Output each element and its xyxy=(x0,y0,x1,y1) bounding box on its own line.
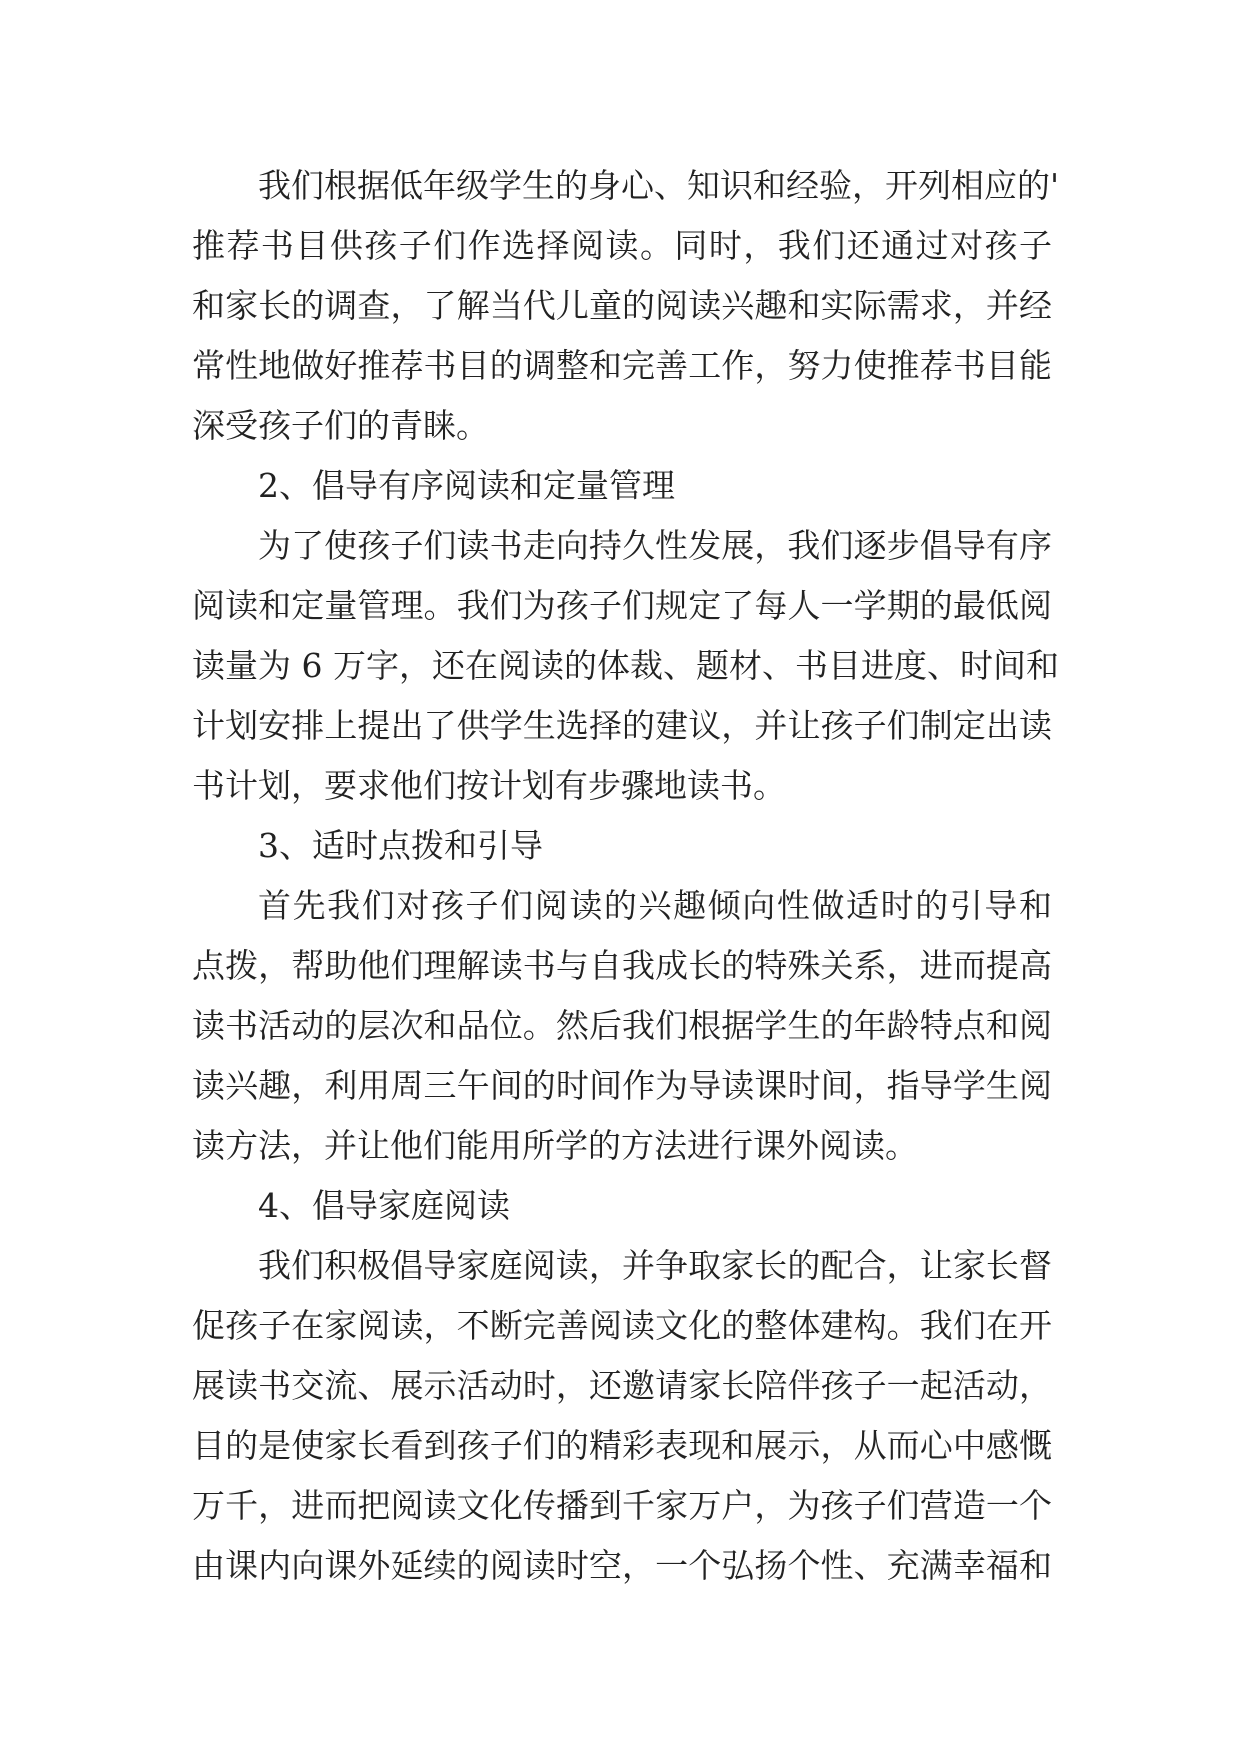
paragraph-4-line-4: 目的是使家长看到孩子们的精彩表现和展示，从而心中感慨 xyxy=(192,1426,1052,1465)
paragraph-1-line-4: 常性地做好推荐书目的调整和完善工作，努力使推荐书目能 xyxy=(192,346,1052,385)
paragraph-1-line-3: 和家长的调查，了解当代儿童的阅读兴趣和实际需求，并经 xyxy=(192,286,1052,325)
section-heading-2: 2、倡导有序阅读和定量管理 xyxy=(258,466,675,505)
section-heading-3: 3、适时点拨和引导 xyxy=(258,826,543,865)
paragraph-4-line-6: 由课内向课外延续的阅读时空，一个弘扬个性、充满幸福和 xyxy=(192,1546,1052,1585)
paragraph-4-line-2: 促孩子在家阅读，不断完善阅读文化的整体建构。我们在开 xyxy=(192,1306,1052,1345)
paragraph-1-line-5: 深受孩子们的青睐。 xyxy=(192,406,489,445)
paragraph-3-line-3: 读书活动的层次和品位。然后我们根据学生的年龄特点和阅 xyxy=(192,1006,1052,1045)
paragraph-4-line-1: 我们积极倡导家庭阅读，并争取家长的配合，让家长督 xyxy=(258,1246,1052,1285)
paragraph-2-line-3: 读量为 6 万字，还在阅读的体裁、题材、书目进度、时间和 xyxy=(192,646,1059,685)
paragraph-3-line-4: 读兴趣，利用周三午间的时间作为导读课时间，指导学生阅 xyxy=(192,1066,1052,1105)
paragraph-1-line-1: 我们根据低年级学生的身心、知识和经验，开列相应的' xyxy=(258,166,1060,205)
paragraph-4-line-5: 万千，进而把阅读文化传播到千家万户，为孩子们营造一个 xyxy=(192,1486,1052,1525)
paragraph-4-line-3: 展读书交流、展示活动时，还邀请家长陪伴孩子一起活动， xyxy=(192,1366,1052,1405)
paragraph-2-line-1: 为了使孩子们读书走向持久性发展，我们逐步倡导有序 xyxy=(258,526,1052,565)
paragraph-3-line-1: 首先我们对孩子们阅读的兴趣倾向性做适时的引导和 xyxy=(258,886,1052,925)
paragraph-3-line-5: 读方法，并让他们能用所学的方法进行课外阅读。 xyxy=(192,1126,918,1165)
paragraph-1-line-2: 推荐书目供孩子们作选择阅读。同时，我们还通过对孩子 xyxy=(192,226,1052,265)
paragraph-2-line-4: 计划安排上提出了供学生选择的建议，并让孩子们制定出读 xyxy=(192,706,1052,745)
paragraph-3-line-2: 点拨，帮助他们理解读书与自我成长的特殊关系，进而提高 xyxy=(192,946,1052,985)
paragraph-2-line-2: 阅读和定量管理。我们为孩子们规定了每人一学期的最低阅 xyxy=(192,586,1052,625)
section-heading-4: 4、倡导家庭阅读 xyxy=(258,1186,510,1225)
paragraph-2-line-5: 书计划，要求他们按计划有步骤地读书。 xyxy=(192,766,786,805)
